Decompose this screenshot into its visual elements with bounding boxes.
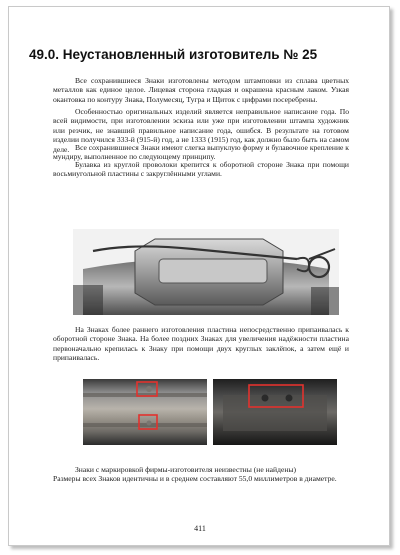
paragraph-pin: Булавка из круглой проволоки крепится к оборотной стороне Знака при помощи восьмиугольной пластины с закруглёнными углами. <box>53 160 349 179</box>
photo-early-plate-closeup <box>83 379 207 445</box>
page-number: 411 <box>194 524 206 533</box>
document-page <box>8 6 390 546</box>
paragraph-plate-methods: На Знаках более раннего изготовления пластина непосредственно припаивалась к оборотной стороне Знака. На более поздних Знаках для увеличения надёжности пластина первоначально крепилась к Знаку при помощи двух круглых заклёпок, а затем ещё и припаивалась. <box>53 325 349 363</box>
paragraph-marking <box>53 465 349 484</box>
paragraph-shape: Все сохранившиеся Знаки имеют слегка выпуклую форму и булавочное крепление к мундиру, выполненное по следующему принципу. <box>53 143 349 162</box>
paragraph-manufacture: Все сохранившиеся Знаки изготовлены методом штамповки из сплава цветных металлов как единое целое. Лицевая сторона гладкая и окрашена красным лаком. Узкая окантовка по контуру Знака, Полумесяц, Тугра и Щиток с цифрами посеребрены. <box>53 76 349 104</box>
paragraph-year-error: Особенностью оригинальных изделий является неправильное написание года. По всей видимости, при изготовлении эскиза или уже при изготовлении штампа художник или резчик, не знавший правильное написание года, ошибся. В результате на готовом изделии получился 333-й (915-й) год, а не 1333 (1915) год, как должно было быть на самом деле. <box>53 107 349 154</box>
pin-attachment-photo <box>73 229 339 315</box>
photo-rivets-closeup <box>213 379 337 445</box>
page-title: 49.0. Неустановленный изготовитель № 25 <box>29 47 318 62</box>
size-text: Размеры всех Знаков идентичны и в среднем составляют 55,0 миллиметров в диаметре. <box>53 474 337 484</box>
marking-text: Знаки с маркировкой фирмы-изготовителя неизвестны (не найдены) <box>75 465 297 474</box>
